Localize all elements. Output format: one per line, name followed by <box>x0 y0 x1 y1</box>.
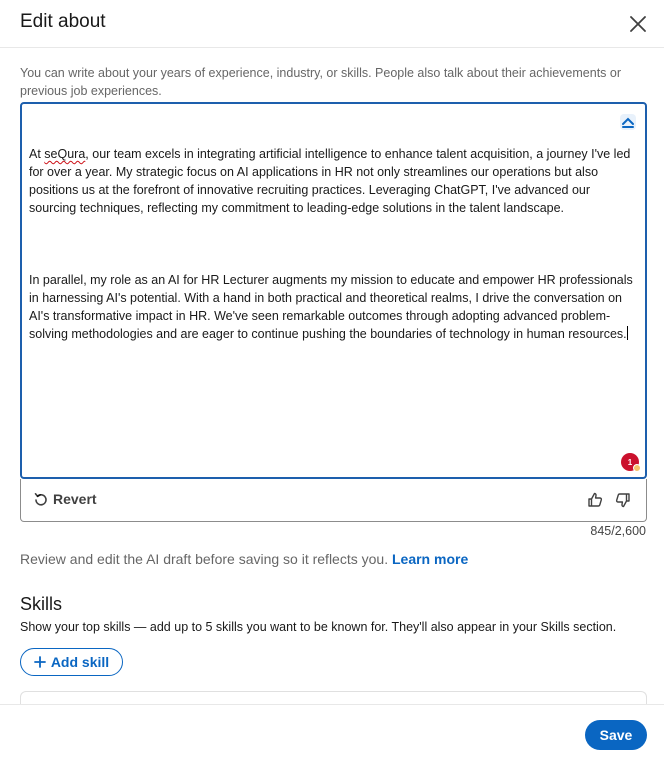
save-button[interactable]: Save <box>585 720 647 750</box>
review-note <box>20 551 468 567</box>
modal-title: Edit about <box>20 11 106 32</box>
revert-label: Revert <box>53 491 97 507</box>
status-dot <box>633 464 641 472</box>
review-note-text: Review and edit the AI draft before saving so it reflects you. <box>20 551 389 567</box>
skills-description: Show your top skills — add up to 5 skills you want to be known for. They'll also appear in your Skills section. <box>20 620 617 634</box>
add-skill-button[interactable] <box>20 648 123 676</box>
character-counter: 845/2,600 <box>590 524 646 538</box>
plus-icon <box>34 656 46 668</box>
about-paragraph-2: In parallel, my role as an AI for HR Lecturer augments my mission to educate and empower HR professionals in harnessing AI's potential. With a hand in both practical and theoretical realms, I drive the conversation on AI's transformative impact in HR. We've seen remarkable outcomes through adopting advanced problem-solving methodologies and are eager to continue pushing the boundaries of technology in human resources. <box>29 273 637 341</box>
helper-text: You can write about your years of experience, industry, or skills. People also talk about their achievements or previous job experiences. <box>20 66 622 98</box>
thumbs-up-icon <box>586 491 604 509</box>
about-textarea[interactable] <box>20 102 647 479</box>
thumbs-down-icon <box>614 491 632 509</box>
skills-heading: Skills <box>20 594 63 614</box>
add-skill-label: Add skill <box>50 654 110 670</box>
thumbs-up-button[interactable] <box>586 491 604 509</box>
modal-header <box>0 0 664 48</box>
close-button[interactable] <box>626 12 650 36</box>
undo-icon <box>34 492 48 506</box>
ai-draft-action-bar <box>20 479 647 522</box>
close-icon <box>629 15 647 33</box>
modal-footer <box>0 704 664 760</box>
ai-assistant-icon[interactable] <box>617 111 639 133</box>
about-text[interactable] <box>29 109 637 397</box>
notification-count: 1 <box>627 457 633 467</box>
about-paragraph-1: At seQura, our team excels in integrating artificial intelligence to enhance talent acquisition, a journey I've led for over a year. My strategic focus on AI applications in HR not only streamlines our operations but also positions us at the forefront of innovative recruiting practices. Leveraging ChatGPT, I've advanced our sourcing techniques, reflecting my commitment to leading-edge solutions in the talent landscape. <box>29 147 634 215</box>
thumbs-down-button[interactable] <box>614 491 632 509</box>
text-caret <box>627 326 628 340</box>
misspelled-word: seQura <box>44 147 86 161</box>
revert-button[interactable] <box>34 491 97 507</box>
learn-more-link[interactable]: Learn more <box>391 551 469 567</box>
notification-badge[interactable] <box>621 453 639 471</box>
